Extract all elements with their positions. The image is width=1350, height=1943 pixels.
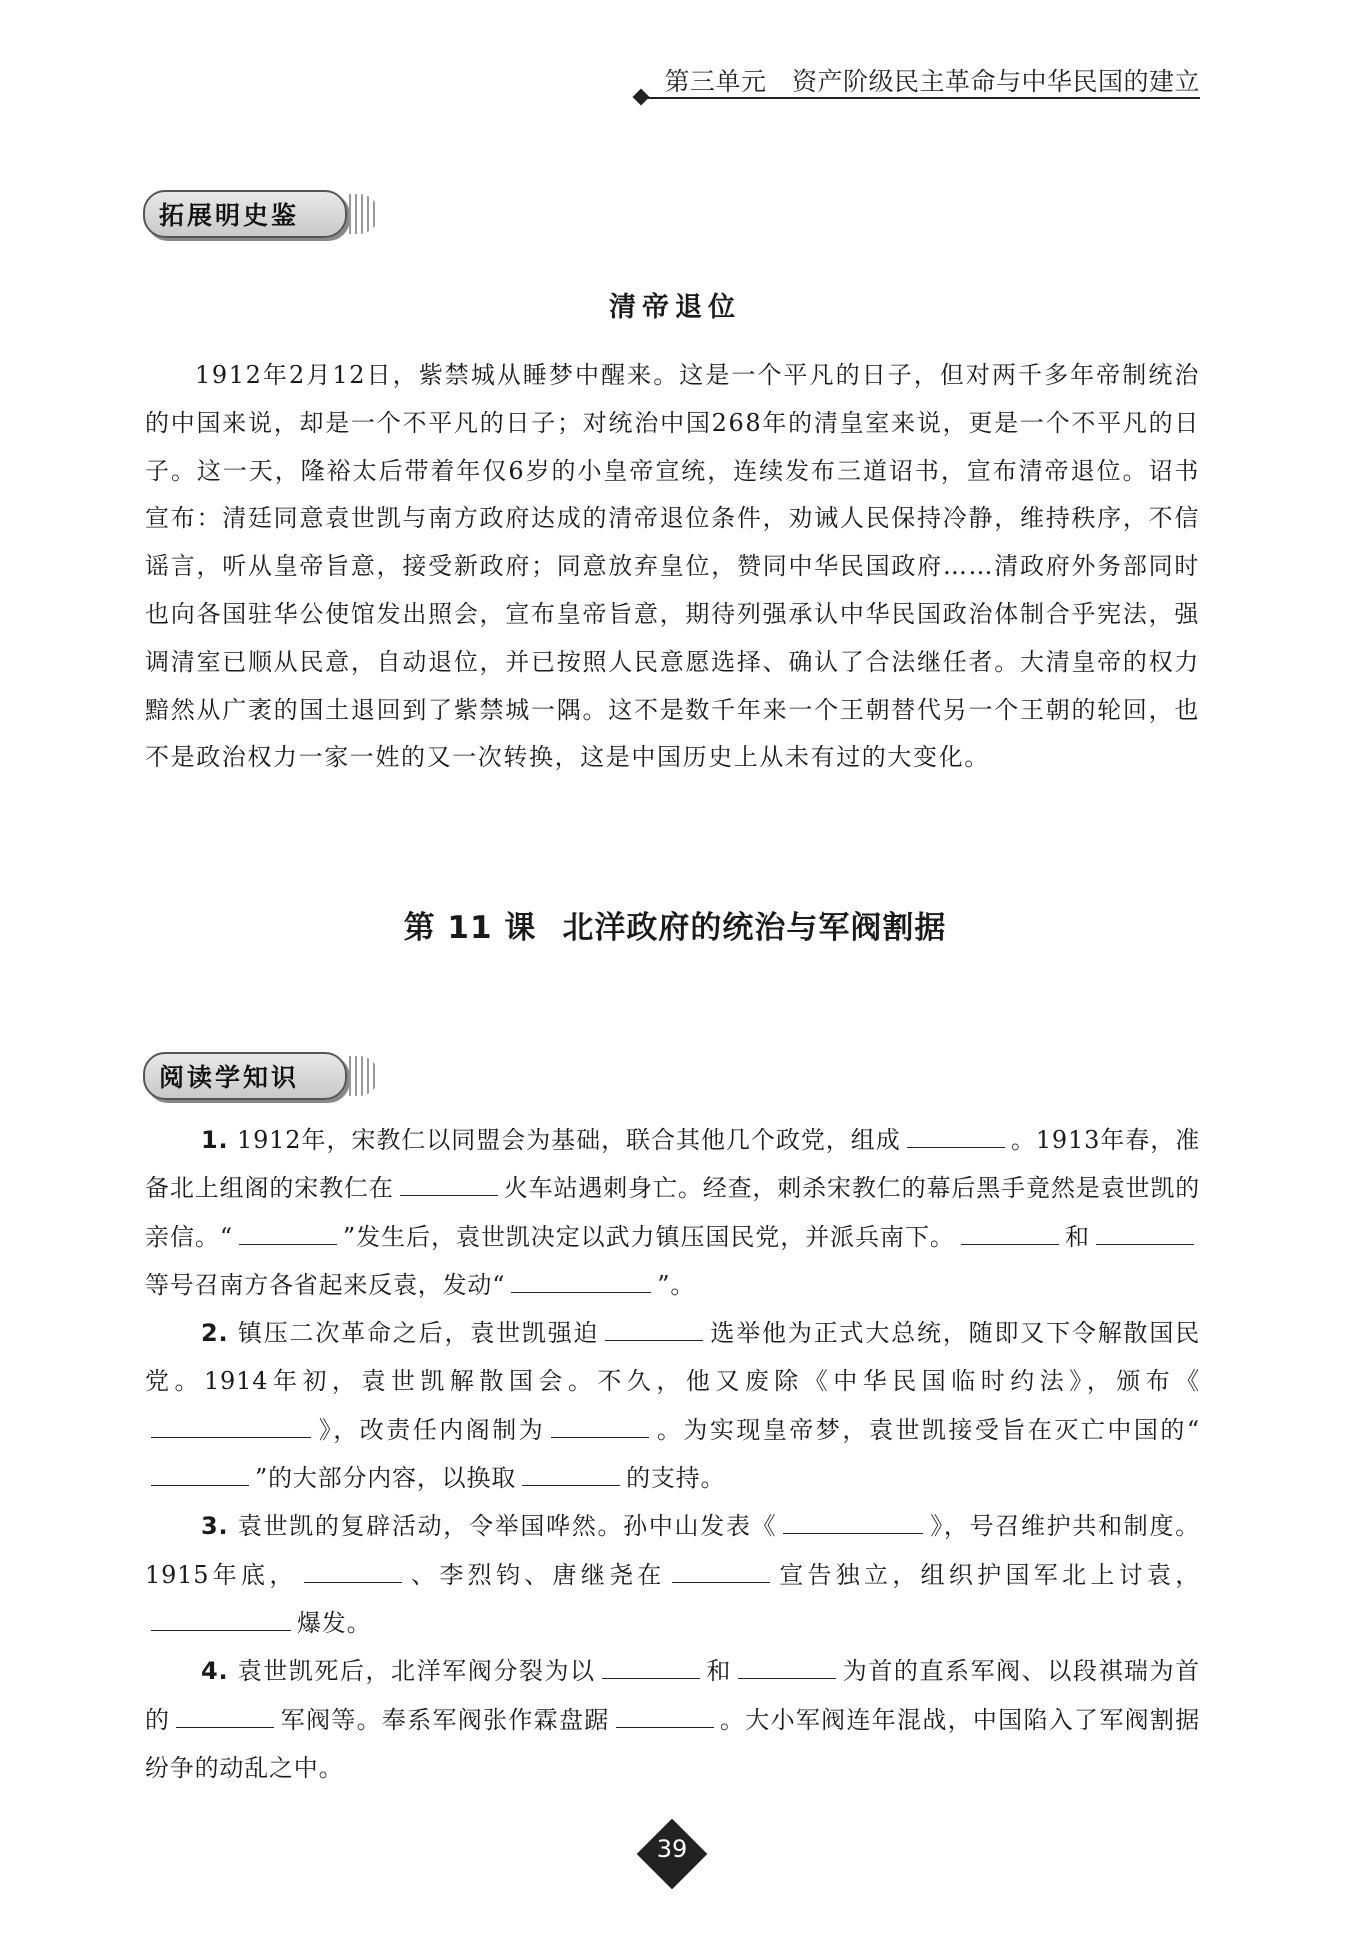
question-2: 2. 镇压二次革命之后，袁世凯强迫 选举他为正式大总统，随即又下令解散国民党。1914年初，袁世凯解散国会。不久，他又废除《中华民国临时约法》，颁布《》，改责任内阁制为 。为实现皇帝梦，袁世凯接受旨在灭亡中国的“”的大部分内容，以换取 的支持。 [145, 1309, 1200, 1502]
lesson-name: 北洋政府的统治与军阀割据 [562, 910, 947, 946]
article-paragraph: 1912年2月12日，紫禁城从睡梦中醒来。这是一个平凡的日子，但对两千多年帝制统治的中国来说，却是一个不平凡的日子；对统治中国268年的清皇室来说，更是一个不平凡的日子。这一天，隆裕太后带着年仅6岁的小皇帝宣统，连续发布三道诏书，宣布清帝退位。诏书宣布：清廷同意袁世凯与南方政府达成的清帝退位条件，劝诫人民保持冷静，维持秩序，不信谣言，听从皇帝旨意，接受新政府；同意放弃皇位，赞同中华民国政府……清政府外务部同时也向各国驻华公使馆发出照会，宣布皇帝旨意，期待列强承认中华民国政治体制合乎宪法，强调清室已顺从民意，自动退位，并已按照人民意愿选择、确认了合法继任者。大清皇帝的权力黯然从广袤的国土退回到了紫禁城一隅。这不是数千年来一个王朝替代另一个王朝的轮回，也不是政治权力一家一姓的又一次转换，这是中国历史上从未有过的大变化。 [145, 361, 1200, 772]
article-title: 清帝退位 [609, 292, 741, 323]
question-1: 1. 1912年，宋教仁以同盟会为基础，联合其他几个政党，组成 。1913年春，准备北上组阁的宋教仁在 火车站遇刺身亡。经查，刺杀宋教仁的幕后黑手竟然是袁世凯的亲信。“ ”发生后，袁世凯决定以武力镇压国民党，并派兵南下。 和等号召南方各省起来反袁，发动“ ”。 [145, 1116, 1200, 1309]
section-tab-label: 拓展明史鉴 [159, 201, 300, 230]
section-tab-label: 阅读学知识 [159, 1063, 300, 1092]
section-tab-extend [143, 190, 347, 238]
question-4: 4. 袁世凯死后，北洋军阀分裂为以 和 为首的直系军阀、以段祺瑞为首的 军阀等。奉系军阀张作霖盘踞 。大小军阀连年混战，中国陷入了军阀割据纷争的动乱之中。 [145, 1647, 1200, 1792]
answer-blank[interactable] [522, 1461, 620, 1486]
question-number: 3. [201, 1512, 229, 1541]
answer-blank[interactable] [151, 1606, 291, 1631]
tab-stripes-icon [349, 194, 379, 234]
answer-blank[interactable] [616, 1703, 714, 1728]
answer-blank[interactable] [304, 1558, 402, 1583]
tab-stripes-icon [349, 1056, 379, 1096]
answer-blank[interactable] [907, 1123, 1005, 1148]
question-number: 2. [201, 1319, 229, 1348]
answer-blank[interactable] [672, 1558, 770, 1583]
answer-blank[interactable] [605, 1316, 703, 1341]
lesson-number: 第 11 课 [403, 910, 537, 946]
answer-blank[interactable] [151, 1413, 311, 1438]
header-rule [640, 97, 1200, 99]
section-tab-read [143, 1052, 347, 1100]
question-list [145, 1116, 1200, 1792]
answer-blank[interactable] [551, 1413, 649, 1438]
question-number: 4. [201, 1657, 229, 1686]
unit-header: 第三单元 资产阶级民主革命与中华民国的建立 [664, 67, 1200, 96]
answer-blank[interactable] [239, 1220, 337, 1245]
article-body [145, 352, 1200, 782]
page-number: 39 [656, 1835, 688, 1863]
lesson-title [0, 902, 1350, 947]
answer-blank[interactable] [961, 1220, 1059, 1245]
question-3: 3. 袁世凯的复辟活动，令举国哗然。孙中山发表《 》，号召维护共和制度。1915年底， 、李烈钧、唐继尧在 宣告独立，组织护国军北上讨袁，爆发。 [145, 1502, 1200, 1647]
answer-blank[interactable] [1096, 1220, 1194, 1245]
answer-blank[interactable] [511, 1268, 651, 1293]
answer-blank[interactable] [151, 1461, 249, 1486]
answer-blank[interactable] [400, 1171, 498, 1196]
answer-blank[interactable] [783, 1509, 923, 1534]
answer-blank[interactable] [176, 1703, 274, 1728]
question-number: 1. [201, 1126, 229, 1154]
answer-blank[interactable] [738, 1654, 836, 1679]
answer-blank[interactable] [602, 1654, 700, 1679]
